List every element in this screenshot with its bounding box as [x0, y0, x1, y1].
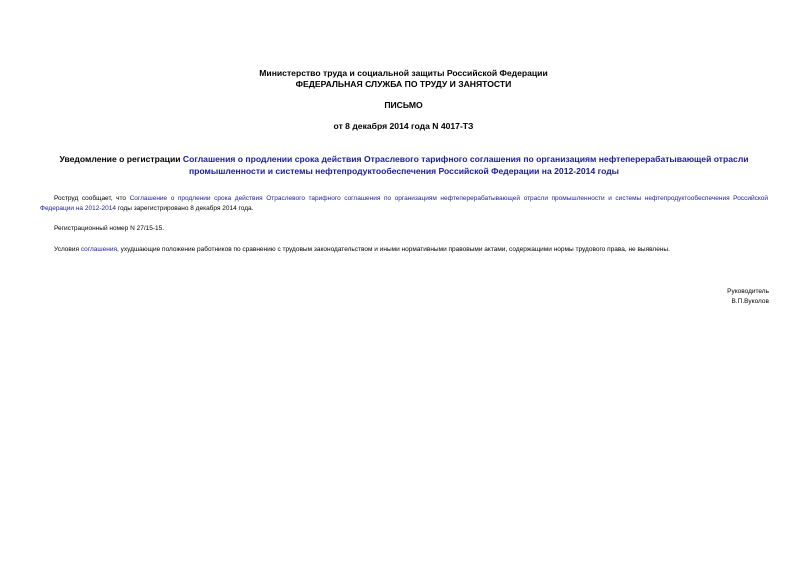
signature-title: Руководитель: [727, 288, 769, 295]
p1-prefix: Роструд сообщает, что: [54, 195, 130, 202]
p1-agreement-link[interactable]: Соглашение о продлении срока действия Отраслевого тарифного соглашения по организациям нефтеперерабатывающей отрасли промышленности и системы нефтепродуктообеспечения Российской Федерации на 2012-2014: [40, 195, 768, 212]
document-type: ПИСЬМО: [384, 100, 423, 110]
ministry-name: Министерство труда и социальной защиты Российской Федерации: [259, 68, 548, 78]
p3-agreement-link[interactable]: соглашения: [80, 246, 117, 253]
p3-prefix: Условия: [54, 246, 81, 253]
service-name: ФЕДЕРАЛЬНАЯ СЛУЖБА ПО ТРУДУ И ЗАНЯТОСТИ: [295, 79, 512, 89]
signature-name: В.П.Вуколов: [731, 298, 769, 305]
p1-suffix: годы зарегистрировано 8 декабря 2014 года.: [115, 205, 254, 212]
paragraph-registration: [40, 194, 768, 214]
document-date: от 8 декабря 2014 года N 4017-ТЗ: [333, 121, 474, 131]
subject-prefix: Уведомление о регистрации: [59, 154, 183, 164]
document-subject: [40, 153, 768, 177]
paragraph-registration-number: Регистрационный номер N 27/15-15.: [54, 225, 165, 232]
subject-agreement-link[interactable]: Соглашения о продлении срока действия Отраслевого тарифного соглашения по организациям нефтеперерабатывающей отрасли промышленности и системы нефтепродуктообеспечения Российской Федерации на 2012-2014 годы: [182, 154, 749, 176]
p3-suffix: , ухудшающие положение работников по сравнению с трудовым законодательством и иными нормативными правовыми актами, содержащими нормы трудового права, не выявлены.: [117, 246, 670, 253]
paragraph-conditions: [40, 245, 768, 255]
